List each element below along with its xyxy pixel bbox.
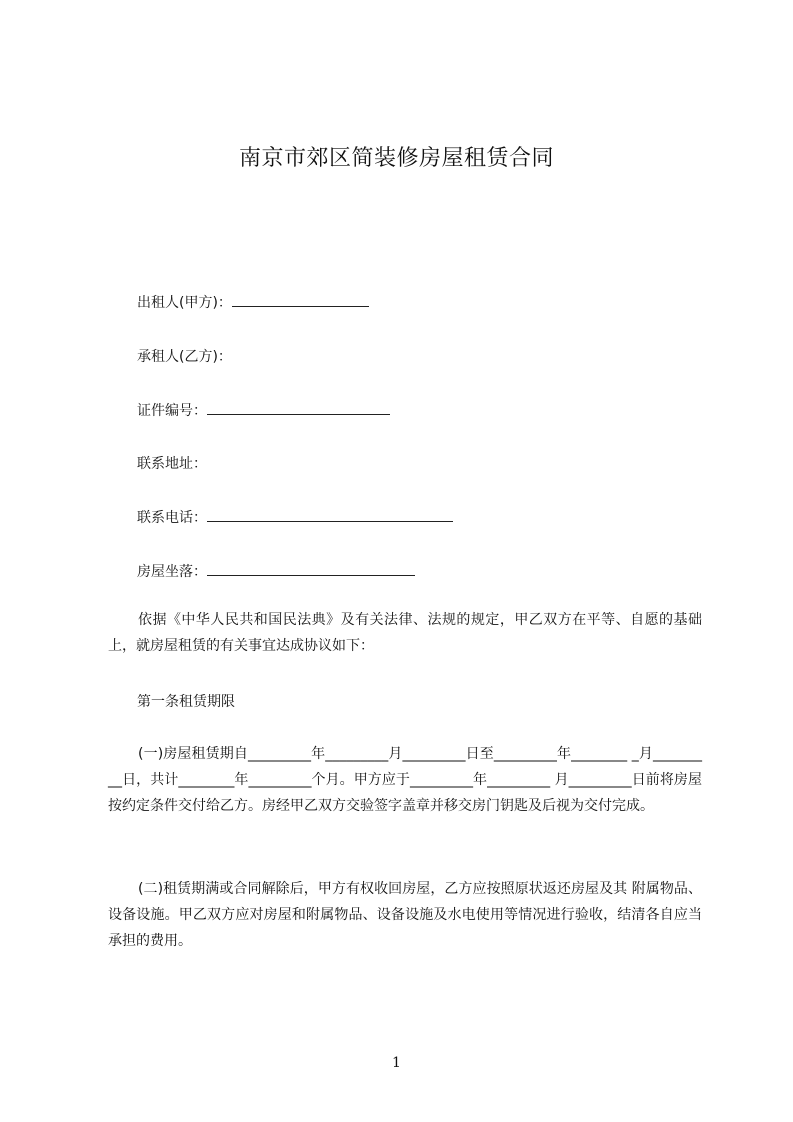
document-title: 南京市郊区简装修房屋租赁合同 [238, 146, 554, 171]
location-label: 房屋坐落： [137, 564, 207, 580]
lessee-field [137, 346, 232, 366]
phone-label: 联系电话： [137, 510, 207, 526]
article-1-heading: 第一条租赁期限 [137, 694, 235, 710]
lessor-blank[interactable] [232, 292, 369, 307]
address-field [137, 453, 207, 473]
lessor-field [137, 292, 369, 312]
article-1-clause-1: (一)房屋租赁期自_________年_________月_________日至_________年________ _月_________日，共计________年_________个月。甲方应于_________年_________ 月_________日前将房屋按约定条件交付给乙方。房经甲乙双方交验签字盖章并移交房门钥匙及后视为交付完成。 [108, 746, 702, 814]
lessee-label: 承租人(乙方)： [137, 349, 232, 365]
location-blank[interactable] [207, 561, 415, 576]
phone-blank[interactable] [207, 507, 453, 522]
location-field [137, 561, 415, 581]
page-number: 1 [392, 1055, 401, 1071]
phone-field [137, 507, 453, 527]
id-number-blank[interactable] [207, 400, 390, 415]
article-1-clause-2: (二)租赁期满或合同解除后，甲方有权收回房屋，乙方应按照原状返还房屋及其 附属物品、设备设施。甲乙双方应对房屋和附属物品、设备设施及水电使用等情况进行验收，结清各自应当承担的费用。 [108, 881, 702, 949]
intro-paragraph: 依据《中华人民共和国民法典》及有关法律、法规的规定，甲乙双方在平等、自愿的基础上，就房屋租赁的有关事宜达成协议如下： [108, 612, 702, 654]
id-number-field [137, 400, 390, 420]
lessor-label: 出租人(甲方)： [137, 295, 232, 311]
address-label: 联系地址： [137, 456, 207, 472]
id-number-label: 证件编号： [137, 403, 207, 419]
